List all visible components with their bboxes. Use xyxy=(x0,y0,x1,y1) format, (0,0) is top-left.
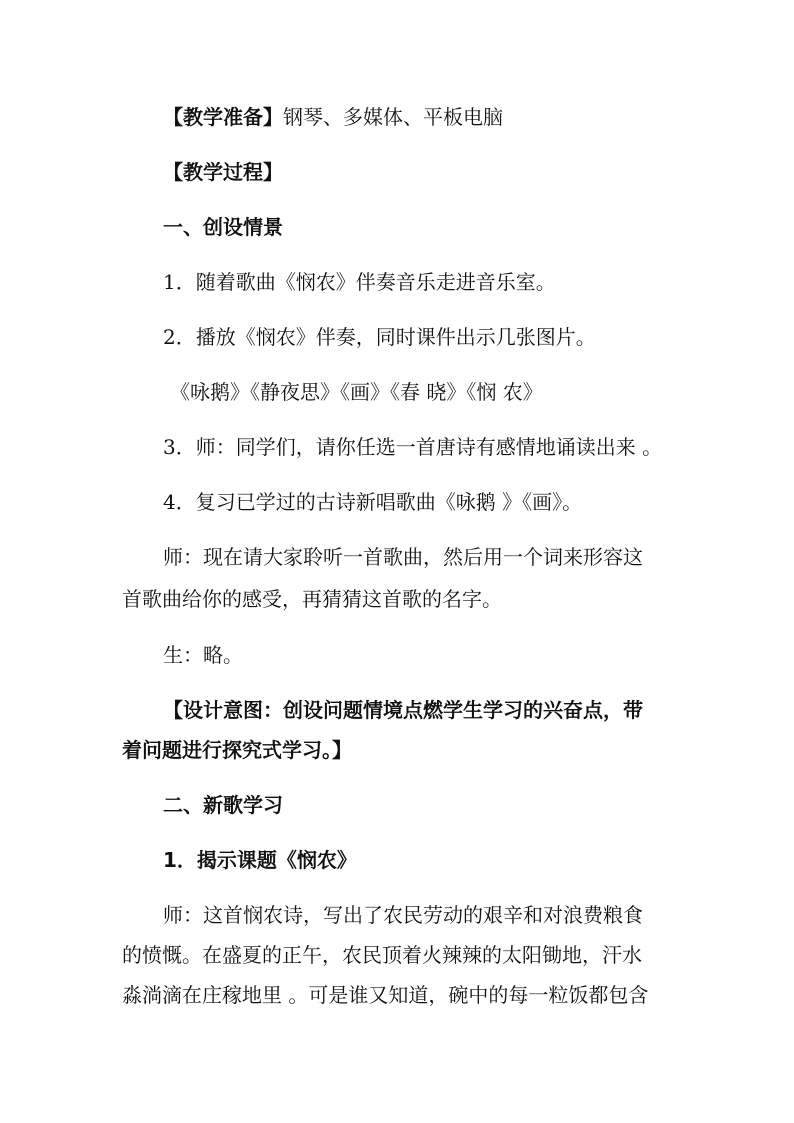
teaching-preparation-text: 钢琴、多媒体、平板电脑 xyxy=(283,105,503,129)
poem-list: 《咏鹅》《静夜思》《画》《春 晓》《悯 农》 xyxy=(170,380,543,404)
teacher-prompt-line1: 师：现在请大家聆听一首歌曲，然后用一个词来形容这 xyxy=(163,545,643,569)
paragraph-line3: 淼淌滴在庄稼地里 。可是谁又知道，碗中的每一粒饭都包含 xyxy=(122,983,649,1007)
section1-item1: 1．随着歌曲《悯农》伴奏音乐走进音乐室。 xyxy=(163,270,556,294)
section1-item3: 3．师：同学们，请你任选一首唐诗有感情地诵读出来 。 xyxy=(163,435,663,459)
section1-heading: 一、创设情景 xyxy=(163,215,283,239)
section2-sub1: 1．揭示课题《悯农》 xyxy=(163,848,357,872)
teaching-preparation xyxy=(0,103,794,131)
section1-item4: 4．复习已学过的古诗新唱歌曲《咏鹅 》《画》。 xyxy=(163,490,583,514)
teaching-preparation-label: 【教学准备】 xyxy=(163,105,283,129)
design-intent-line1: 【设计意图：创设问题情境点燃学生学习的兴奋点，带 xyxy=(163,698,643,722)
design-intent-line2: 着问题进行探究式学习。】 xyxy=(122,738,352,762)
paragraph-line1: 师：这首悯农诗，写出了农民劳动的艰辛和对浪费粮食 xyxy=(163,903,643,927)
teaching-process-heading: 【教学过程】 xyxy=(163,160,283,184)
paragraph-line2: 的愤慨。在盛夏的正午，农民顶着火辣辣的太阳锄地，汗水 xyxy=(122,943,642,967)
teacher-prompt-line2: 首歌曲给你的感受，再猜猜这首歌的名字。 xyxy=(122,587,502,611)
section2-heading: 二、新歌学习 xyxy=(163,793,283,817)
student-response: 生：略。 xyxy=(163,643,243,667)
section1-item2: 2．播放《悯农》伴奏，同时课件出示几张图片。 xyxy=(163,325,596,349)
